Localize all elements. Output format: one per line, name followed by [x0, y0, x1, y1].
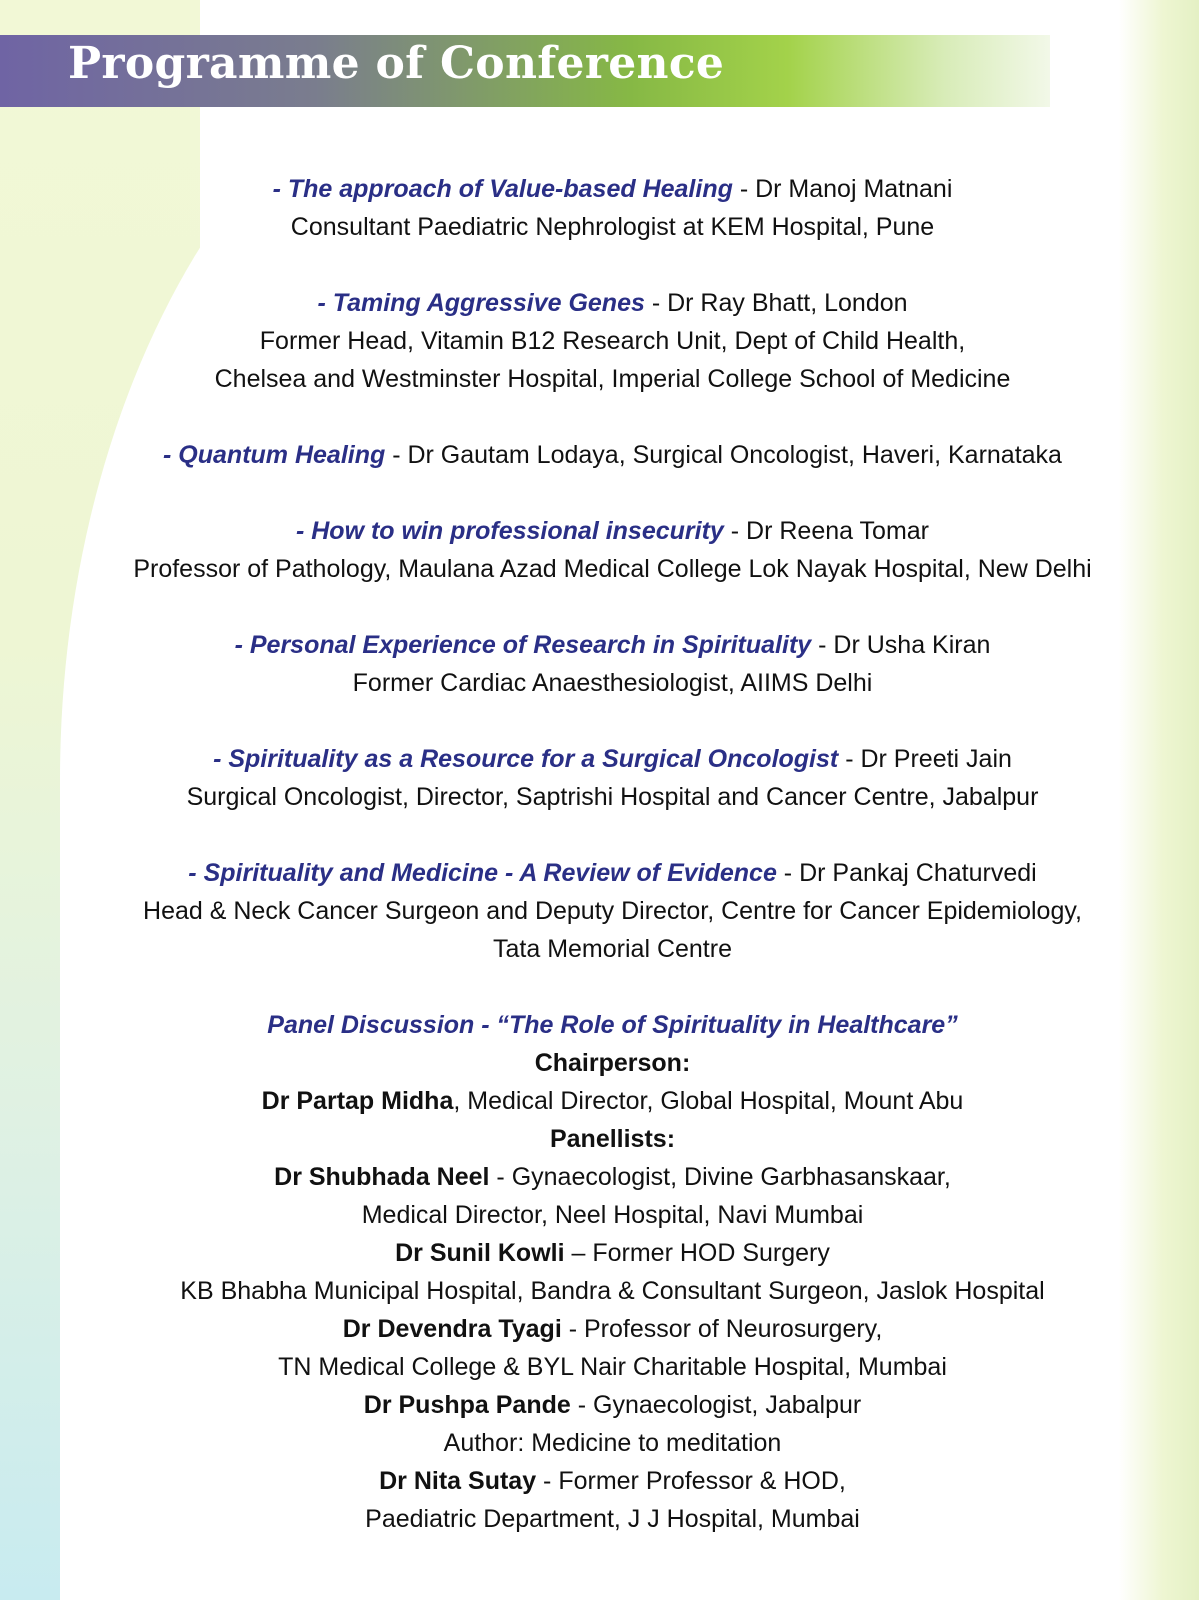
talk-detail: Former Cardiac Anaesthesiologist, AIIMS Delhi [352, 669, 873, 697]
talk-title: - Quantum Healing [163, 441, 386, 469]
panellist [100, 1386, 1125, 1424]
panellists-heading: Panellists: [549, 1125, 676, 1153]
panellist-name: Dr Devendra Tyagi [342, 1315, 562, 1343]
chairperson-heading: Chairperson: [534, 1049, 691, 1077]
panellist-extra: TN Medical College & BYL Nair Charitable Hospital, Mumbai [278, 1353, 947, 1381]
talk-heading-line [100, 170, 1125, 208]
talk-detail: Professor of Pathology, Maulana Azad Medical College Lok Nayak Hospital, New Delhi [133, 555, 1092, 583]
programme-content [100, 170, 1125, 1538]
panellist-detail: - Gynaecologist, Divine Garbhasanskaar, [489, 1163, 951, 1191]
talk-title: - Spirituality and Medicine - A Review of Evidence [188, 859, 777, 887]
chairperson [100, 1082, 1125, 1120]
panellist-extra: Paediatric Department, J J Hospital, Mumbai [365, 1505, 860, 1533]
talk-detail: Chelsea and Westminster Hospital, Imperial College School of Medicine [214, 365, 1011, 393]
talk-speaker: - Dr Preeti Jain [838, 745, 1012, 773]
chairperson-name: Dr Partap Midha [261, 1087, 454, 1115]
background-right-gradient [1119, 0, 1199, 1600]
talk-title: - The approach of Value-based Healing [272, 175, 733, 203]
talk-heading-line [100, 740, 1125, 778]
talk-detail: Former Head, Vitamin B12 Research Unit, Dept of Child Health, [259, 327, 966, 355]
talk-item [100, 512, 1125, 588]
talk-heading-line [100, 436, 1125, 474]
talk-heading-line [100, 854, 1125, 892]
panellist-name: Dr Sunil Kowli [395, 1239, 565, 1267]
chairperson-detail: , Medical Director, Global Hospital, Mount Abu [453, 1087, 964, 1115]
talk-detail: Head & Neck Cancer Surgeon and Deputy Director, Centre for Cancer Epidemiology, [143, 897, 1082, 925]
panellist [100, 1234, 1125, 1272]
talk-item [100, 740, 1125, 816]
talk-detail: Tata Memorial Centre [493, 935, 732, 963]
panel-title: Panel Discussion - “The Role of Spirituality in Healthcare” [267, 1011, 958, 1039]
panellist [100, 1158, 1125, 1196]
panellist [100, 1462, 1125, 1500]
talk-item [100, 170, 1125, 246]
panellist-detail: – Former HOD Surgery [564, 1239, 830, 1267]
talk-item [100, 284, 1125, 398]
talk-title: - Personal Experience of Research in Spirituality [234, 631, 812, 659]
talk-speaker: - Dr Reena Tomar [723, 517, 929, 545]
panellist-extra: KB Bhabha Municipal Hospital, Bandra & Consultant Surgeon, Jaslok Hospital [180, 1277, 1045, 1305]
panellist-name: Dr Pushpa Pande [363, 1391, 571, 1419]
talk-item [100, 436, 1125, 474]
panellist-detail: - Former Professor & HOD, [536, 1467, 846, 1495]
talk-title: - Spirituality as a Resource for a Surgical Oncologist [213, 745, 839, 773]
panellist-name: Dr Shubhada Neel [274, 1163, 490, 1191]
talk-heading-line [100, 626, 1125, 664]
talk-item [100, 626, 1125, 702]
talk-speaker: - Dr Manoj Matnani [732, 175, 953, 203]
talk-speaker: - Dr Usha Kiran [811, 631, 991, 659]
panellist-detail: - Gynaecologist, Jabalpur [570, 1391, 862, 1419]
page-title: Programme of Conference [68, 38, 725, 89]
panellist-detail: - Professor of Neurosurgery, [561, 1315, 883, 1343]
panellist-name: Dr Nita Sutay [379, 1467, 537, 1495]
talk-detail: Consultant Paediatric Nephrologist at KEM Hospital, Pune [290, 213, 935, 241]
talk-speaker: - Dr Gautam Lodaya, Surgical Oncologist, Haveri, Karnataka [385, 441, 1062, 469]
talk-speaker: - Dr Pankaj Chaturvedi [776, 859, 1037, 887]
panellist [100, 1310, 1125, 1348]
talk-heading-line [100, 512, 1125, 550]
panellist-extra: Author: Medicine to meditation [443, 1429, 782, 1457]
talk-detail: Surgical Oncologist, Director, Saptrishi Hospital and Cancer Centre, Jabalpur [186, 783, 1039, 811]
talk-title: - Taming Aggressive Genes [317, 289, 645, 317]
talk-title: - How to win professional insecurity [295, 517, 724, 545]
panel-discussion [100, 1006, 1125, 1538]
talk-heading-line [100, 284, 1125, 322]
talk-item [100, 854, 1125, 968]
talk-speaker: - Dr Ray Bhatt, London [644, 289, 908, 317]
panellist-extra: Medical Director, Neel Hospital, Navi Mumbai [361, 1201, 864, 1229]
